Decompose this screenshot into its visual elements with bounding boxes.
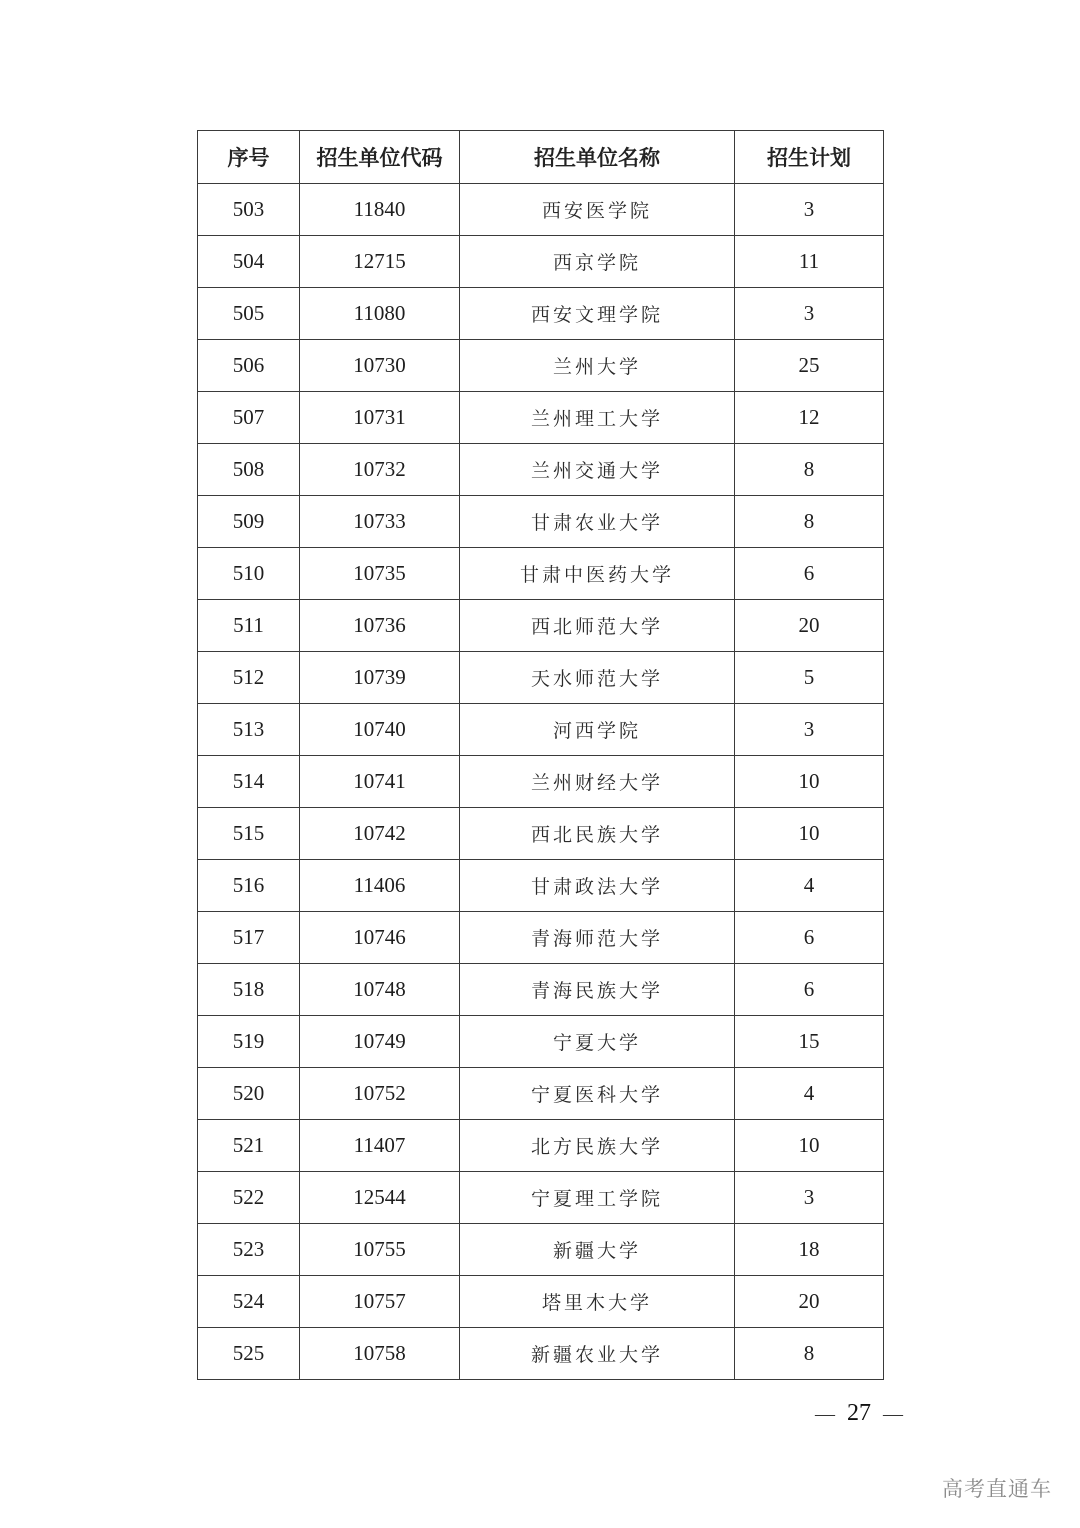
cell-enrollment-plan: 15 bbox=[735, 1016, 884, 1068]
cell-enrollment-plan: 11 bbox=[735, 236, 884, 288]
cell-enrollment-plan: 12 bbox=[735, 392, 884, 444]
page-dash-left: — bbox=[815, 1403, 835, 1425]
cell-enrollment-plan: 18 bbox=[735, 1224, 884, 1276]
cell-institution-code: 10740 bbox=[300, 704, 460, 756]
table-row bbox=[198, 392, 884, 444]
header-institution-code: 招生单位代码 bbox=[300, 131, 460, 184]
cell-serial-number: 512 bbox=[198, 652, 300, 704]
cell-institution-name: 甘肃中医药大学 bbox=[460, 548, 735, 600]
cell-institution-name: 甘肃政法大学 bbox=[460, 860, 735, 912]
cell-enrollment-plan: 3 bbox=[735, 1172, 884, 1224]
cell-serial-number: 508 bbox=[198, 444, 300, 496]
cell-enrollment-plan: 8 bbox=[735, 1328, 884, 1380]
table-row bbox=[198, 444, 884, 496]
cell-serial-number: 515 bbox=[198, 808, 300, 860]
cell-institution-code: 10741 bbox=[300, 756, 460, 808]
table-row bbox=[198, 808, 884, 860]
cell-serial-number: 511 bbox=[198, 600, 300, 652]
cell-institution-name: 西北师范大学 bbox=[460, 600, 735, 652]
cell-institution-name: 西安医学院 bbox=[460, 184, 735, 236]
cell-institution-code: 12544 bbox=[300, 1172, 460, 1224]
cell-institution-name: 青海师范大学 bbox=[460, 912, 735, 964]
cell-institution-name: 兰州交通大学 bbox=[460, 444, 735, 496]
cell-institution-code: 10749 bbox=[300, 1016, 460, 1068]
cell-enrollment-plan: 20 bbox=[735, 1276, 884, 1328]
cell-enrollment-plan: 3 bbox=[735, 704, 884, 756]
cell-enrollment-plan: 5 bbox=[735, 652, 884, 704]
header-institution-name: 招生单位名称 bbox=[460, 131, 735, 184]
table-row bbox=[198, 964, 884, 1016]
cell-institution-code: 10736 bbox=[300, 600, 460, 652]
table-row bbox=[198, 1016, 884, 1068]
header-enrollment-plan: 招生计划 bbox=[735, 131, 884, 184]
cell-institution-code: 10746 bbox=[300, 912, 460, 964]
cell-enrollment-plan: 10 bbox=[735, 756, 884, 808]
cell-serial-number: 517 bbox=[198, 912, 300, 964]
table-row bbox=[198, 1328, 884, 1380]
table-row bbox=[198, 600, 884, 652]
cell-institution-name: 新疆大学 bbox=[460, 1224, 735, 1276]
cell-institution-name: 天水师范大学 bbox=[460, 652, 735, 704]
cell-institution-name: 宁夏理工学院 bbox=[460, 1172, 735, 1224]
cell-institution-name: 河西学院 bbox=[460, 704, 735, 756]
table-row bbox=[198, 1068, 884, 1120]
cell-serial-number: 505 bbox=[198, 288, 300, 340]
cell-institution-name: 兰州大学 bbox=[460, 340, 735, 392]
cell-serial-number: 516 bbox=[198, 860, 300, 912]
cell-institution-code: 10748 bbox=[300, 964, 460, 1016]
source-watermark: 高考直通车 bbox=[942, 1477, 1052, 1501]
cell-institution-code: 10730 bbox=[300, 340, 460, 392]
cell-institution-name: 西北民族大学 bbox=[460, 808, 735, 860]
cell-institution-name: 宁夏大学 bbox=[460, 1016, 735, 1068]
table-row bbox=[198, 1224, 884, 1276]
cell-institution-name: 西安文理学院 bbox=[460, 288, 735, 340]
cell-serial-number: 510 bbox=[198, 548, 300, 600]
cell-institution-name: 宁夏医科大学 bbox=[460, 1068, 735, 1120]
cell-enrollment-plan: 4 bbox=[735, 1068, 884, 1120]
cell-institution-code: 10758 bbox=[300, 1328, 460, 1380]
cell-institution-code: 11840 bbox=[300, 184, 460, 236]
cell-enrollment-plan: 3 bbox=[735, 184, 884, 236]
cell-enrollment-plan: 8 bbox=[735, 444, 884, 496]
cell-institution-code: 10739 bbox=[300, 652, 460, 704]
cell-institution-code: 10742 bbox=[300, 808, 460, 860]
cell-institution-name: 西京学院 bbox=[460, 236, 735, 288]
cell-enrollment-plan: 4 bbox=[735, 860, 884, 912]
cell-institution-name: 塔里木大学 bbox=[460, 1276, 735, 1328]
table-row bbox=[198, 1276, 884, 1328]
cell-institution-name: 北方民族大学 bbox=[460, 1120, 735, 1172]
cell-enrollment-plan: 20 bbox=[735, 600, 884, 652]
cell-institution-code: 12715 bbox=[300, 236, 460, 288]
cell-institution-code: 10731 bbox=[300, 392, 460, 444]
cell-serial-number: 522 bbox=[198, 1172, 300, 1224]
table-row bbox=[198, 236, 884, 288]
page-number bbox=[815, 1400, 903, 1427]
cell-serial-number: 503 bbox=[198, 184, 300, 236]
cell-enrollment-plan: 6 bbox=[735, 912, 884, 964]
cell-institution-code: 10732 bbox=[300, 444, 460, 496]
table-body bbox=[198, 184, 884, 1380]
cell-serial-number: 525 bbox=[198, 1328, 300, 1380]
cell-enrollment-plan: 3 bbox=[735, 288, 884, 340]
table-row bbox=[198, 340, 884, 392]
table-row bbox=[198, 184, 884, 236]
cell-institution-name: 甘肃农业大学 bbox=[460, 496, 735, 548]
table-header-row bbox=[198, 131, 884, 184]
table-row bbox=[198, 860, 884, 912]
cell-institution-code: 10733 bbox=[300, 496, 460, 548]
table-row bbox=[198, 288, 884, 340]
table-row bbox=[198, 912, 884, 964]
table-row bbox=[198, 1172, 884, 1224]
page-dash-right: — bbox=[883, 1403, 903, 1425]
cell-institution-code: 11406 bbox=[300, 860, 460, 912]
cell-institution-code: 11407 bbox=[300, 1120, 460, 1172]
cell-enrollment-plan: 8 bbox=[735, 496, 884, 548]
table-row bbox=[198, 496, 884, 548]
cell-institution-name: 兰州理工大学 bbox=[460, 392, 735, 444]
table-row bbox=[198, 548, 884, 600]
cell-serial-number: 523 bbox=[198, 1224, 300, 1276]
table-row bbox=[198, 704, 884, 756]
table-row bbox=[198, 756, 884, 808]
cell-enrollment-plan: 10 bbox=[735, 1120, 884, 1172]
page-number-value: 27 bbox=[847, 1400, 871, 1426]
enrollment-plan-table bbox=[197, 130, 884, 1380]
cell-serial-number: 513 bbox=[198, 704, 300, 756]
cell-serial-number: 521 bbox=[198, 1120, 300, 1172]
cell-serial-number: 524 bbox=[198, 1276, 300, 1328]
cell-enrollment-plan: 10 bbox=[735, 808, 884, 860]
cell-institution-code: 10735 bbox=[300, 548, 460, 600]
cell-institution-name: 新疆农业大学 bbox=[460, 1328, 735, 1380]
header-serial-number: 序号 bbox=[198, 131, 300, 184]
cell-institution-code: 10752 bbox=[300, 1068, 460, 1120]
table-row bbox=[198, 652, 884, 704]
cell-serial-number: 507 bbox=[198, 392, 300, 444]
cell-serial-number: 504 bbox=[198, 236, 300, 288]
cell-institution-code: 11080 bbox=[300, 288, 460, 340]
cell-institution-name: 兰州财经大学 bbox=[460, 756, 735, 808]
table-row bbox=[198, 1120, 884, 1172]
cell-enrollment-plan: 6 bbox=[735, 964, 884, 1016]
cell-institution-code: 10757 bbox=[300, 1276, 460, 1328]
cell-enrollment-plan: 25 bbox=[735, 340, 884, 392]
cell-institution-code: 10755 bbox=[300, 1224, 460, 1276]
cell-enrollment-plan: 6 bbox=[735, 548, 884, 600]
cell-serial-number: 506 bbox=[198, 340, 300, 392]
cell-serial-number: 509 bbox=[198, 496, 300, 548]
cell-serial-number: 518 bbox=[198, 964, 300, 1016]
cell-institution-name: 青海民族大学 bbox=[460, 964, 735, 1016]
cell-serial-number: 514 bbox=[198, 756, 300, 808]
cell-serial-number: 520 bbox=[198, 1068, 300, 1120]
cell-serial-number: 519 bbox=[198, 1016, 300, 1068]
